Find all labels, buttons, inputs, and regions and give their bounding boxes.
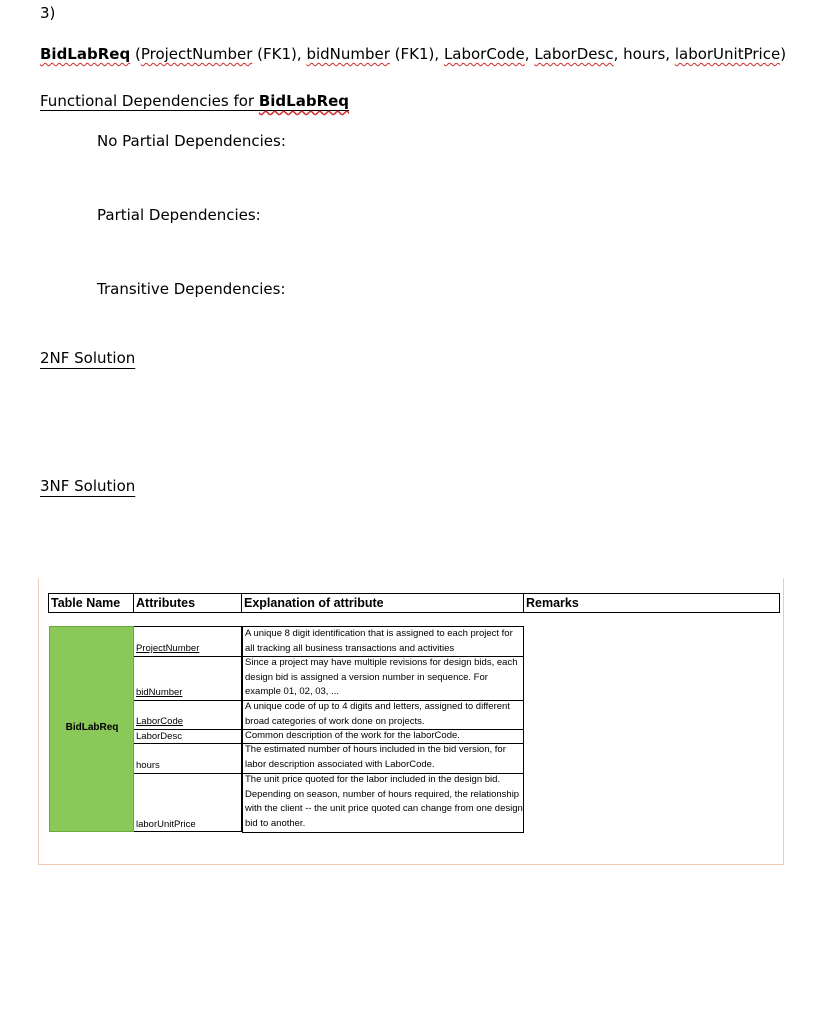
attr-bidnumber: bidNumber: [136, 687, 183, 698]
expl-laborcode: A unique code of up to 4 digits and letters, assigned to different broad categories of work done on projects.: [245, 701, 510, 727]
attr-hours: hours: [136, 760, 160, 771]
relation-attr-laborcode: LaborCode: [443, 45, 525, 63]
expl-labordesc: Common description of the work for the laborCode.: [245, 730, 460, 741]
relation-name: BidLabReq: [40, 45, 131, 63]
transitive-dependencies-label: Transitive Dependencies:: [97, 280, 286, 298]
header-explanation: Explanation of attribute: [242, 594, 524, 613]
fd-heading-relation: BidLabReq: [258, 92, 350, 110]
expl-hours: The estimated number of hours included in the bid version, for labor description associated with LaborCode.: [245, 744, 506, 770]
partial-dependencies-label: Partial Dependencies:: [97, 206, 261, 224]
relation-attr-labordesc: LaborDesc: [534, 45, 614, 63]
header-remarks: Remarks: [524, 594, 780, 613]
expl-bidnumber: Since a project may have multiple revisions for design bids, each design bid is assigned a version number in sequence. For example 01, 02, 03, ...: [245, 657, 518, 697]
relation-schema: BidLabReq (ProjectNumber (FK1), bidNumber (FK1), LaborCode, LaborDesc, hours, laborUnitPrice): [40, 45, 787, 63]
header-table-name: Table Name: [49, 594, 134, 613]
attr-projectnumber: ProjectNumber: [136, 643, 200, 654]
fd-heading: Functional Dependencies for BidLabReq: [40, 92, 350, 110]
attr-laborcode: LaborCode: [136, 716, 184, 727]
3nf-solution-heading: 3NF Solution: [40, 477, 136, 495]
2nf-solution-heading: 2NF Solution: [40, 349, 136, 367]
expl-projectnumber: A unique 8 digit identification that is assigned to each project for all tracking all business transactions and activities: [245, 628, 513, 654]
question-number: 3): [40, 4, 56, 22]
header-attributes: Attributes: [134, 594, 242, 613]
no-partial-dependencies-label: No Partial Dependencies:: [97, 132, 286, 150]
attr-laborunitprice: laborUnitPrice: [136, 819, 196, 830]
relation-attr-bidnumber: bidNumber: [306, 45, 390, 63]
table-name-label: BidLabReq: [65, 722, 119, 733]
attr-labordesc: LaborDesc: [136, 731, 182, 742]
relation-attr-laborunitprice: laborUnitPrice: [674, 45, 781, 63]
expl-laborunitprice: The unit price quoted for the labor included in the design bid. Depending on season, number of hours required, the relationship with the client -- the unit price quoted can change from one design bid to another.: [245, 774, 523, 829]
table-header: [48, 593, 780, 613]
relation-attr-projectnumber: ProjectNumber: [140, 45, 253, 63]
